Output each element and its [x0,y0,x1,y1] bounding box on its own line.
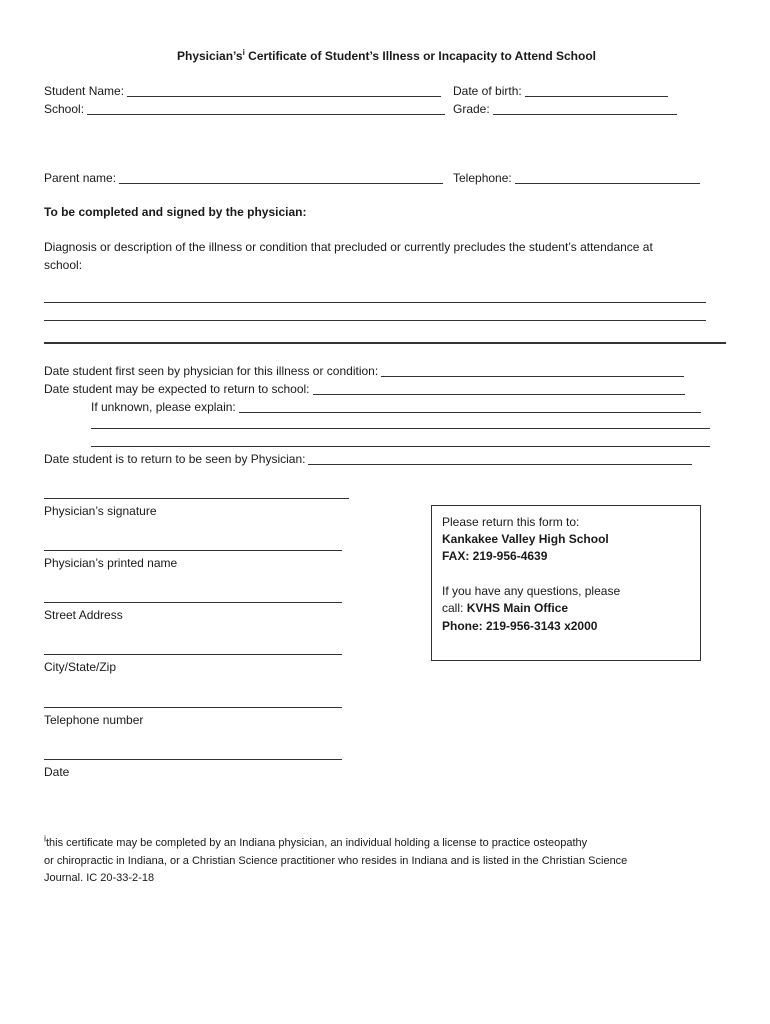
date-of-birth-blank[interactable] [525,84,668,97]
explain-line-1[interactable] [91,428,710,429]
expected-return-field[interactable] [44,382,685,396]
grade-label: Grade: [453,102,490,116]
parent-name-label: Parent name: [44,171,117,185]
student-name-label: Student Name: [44,84,125,98]
date-of-birth-label: Date of birth: [453,84,522,98]
expected-return-blank[interactable] [313,382,685,395]
if-unknown-field[interactable] [91,400,701,414]
return-to-be-seen-field[interactable] [44,452,692,466]
diagnosis-prompt-line2: school: [44,258,83,272]
diagnosis-prompt-line1: Diagnosis or description of the illness or condition that precluded or currently precludes the student’s attendance at [44,240,653,254]
first-seen-blank[interactable] [381,364,684,377]
if-unknown-blank[interactable] [239,400,701,413]
footnote-marker: i [242,48,245,57]
footnote-line3: Journal. IC 20-33-2-18 [44,872,155,884]
parent-telephone-label: Telephone: [453,171,512,185]
questions-text: If you have any questions, please [442,584,621,598]
parent-name-blank[interactable] [119,171,443,184]
grade-blank[interactable] [493,102,677,115]
student-name-blank[interactable] [127,84,441,97]
signature-label: Physician’s signature [44,504,157,518]
return-to-be-seen-blank[interactable] [308,452,692,465]
date-of-birth-field[interactable] [453,84,668,98]
if-unknown-label: If unknown, please explain: [91,400,236,414]
form-title: $Physician’s^i$ Certificate of Student’s Illness or Incapacity to Attend School [177,48,596,63]
date-line[interactable] [44,759,342,760]
grade-field[interactable] [453,102,677,116]
street-address-label: Street Address [44,608,123,622]
office-name: KVHS Main Office [466,601,569,615]
footnote-line2: or chiropractic in Indiana, or a Christian Science practitioner who resides in Indiana and is listed in the Christian Science [44,855,628,867]
expected-return-label: Date student may be expected to return to school: [44,382,310,396]
fax-number: FAX: 219-956-4639 [442,549,548,563]
footnote-line1: $^i$this certificate may be completed by an Indiana physician, an individual holding a license to practice osteopathy [44,833,588,849]
parent-telephone-field[interactable] [453,171,700,185]
physician-section-heading: To be completed and signed by the physician: [44,205,307,219]
footnote-marker-bottom: i [44,833,46,844]
signature-line[interactable] [44,498,349,499]
street-address-line[interactable] [44,602,342,603]
first-seen-label: Date student first seen by physician for this illness or condition: [44,364,379,378]
diagnosis-answer-line-1[interactable] [44,302,706,303]
printed-name-line[interactable] [44,550,342,551]
telephone-number-line[interactable] [44,707,342,708]
diagnosis-answer-line-2[interactable] [44,320,706,321]
parent-telephone-blank[interactable] [515,171,700,184]
telephone-number-label: Telephone number [44,713,144,727]
section-divider [44,342,726,344]
first-seen-field[interactable] [44,364,684,378]
school-blank[interactable] [87,102,445,115]
return-info-box [431,505,701,661]
parent-name-field[interactable] [44,171,443,185]
printed-name-label: Physician’s printed name [44,556,178,570]
city-state-zip-line[interactable] [44,654,342,655]
school-field[interactable] [44,102,445,116]
explain-line-2[interactable] [91,446,710,447]
return-to-be-seen-label: Date student is to return to be seen by Physician: [44,452,306,466]
phone-number: Phone: 219-956-3143 x2000 [442,619,598,633]
city-state-zip-label: City/State/Zip [44,660,117,674]
student-name-field[interactable] [44,84,441,98]
school-name: Kankakee Valley High School [442,532,609,546]
school-label: School: [44,102,85,116]
call-line: call: KVHS Main Office [442,601,569,615]
date-label: Date [44,765,70,779]
return-instruction: Please return this form to: [442,515,580,529]
